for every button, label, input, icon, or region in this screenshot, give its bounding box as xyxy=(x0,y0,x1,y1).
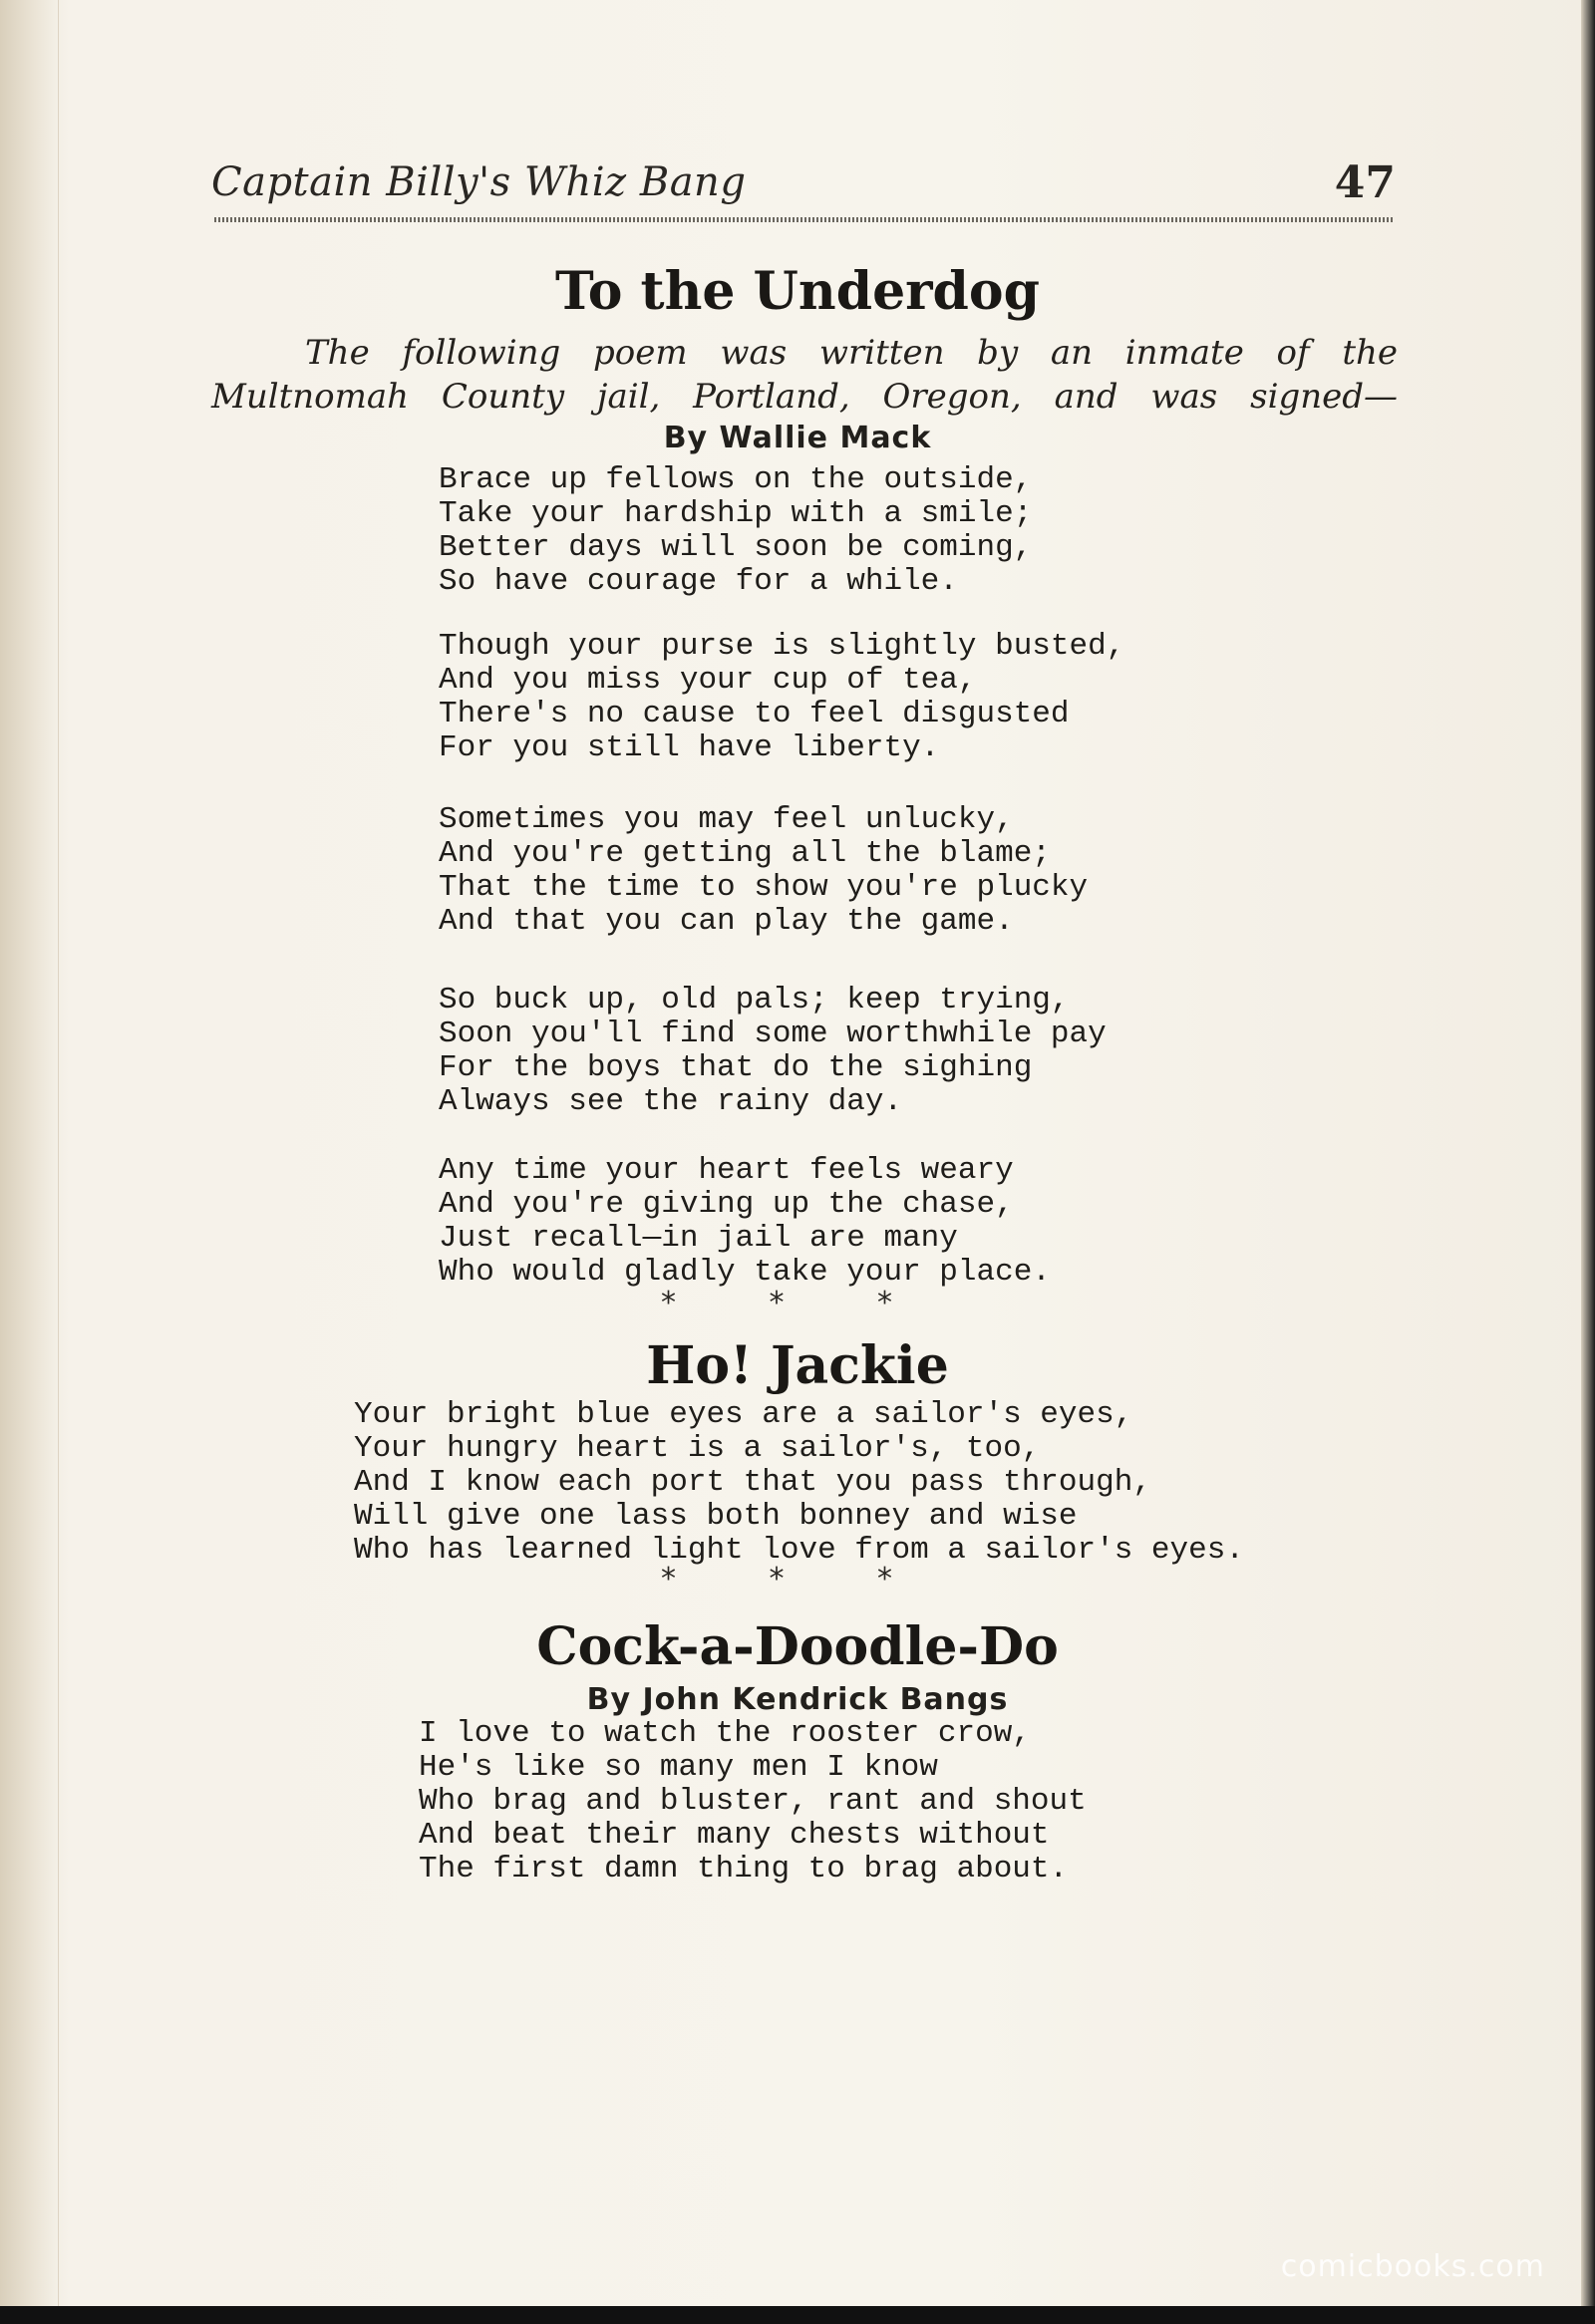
stanza-3 xyxy=(439,803,1088,939)
poem-line: I love to watch the rooster crow, xyxy=(419,1716,1031,1751)
poem-title-cock-a-doodle-do: Cock-a-Doodle-Do xyxy=(536,1616,1059,1677)
stanza-line: Better days will soon be coming, xyxy=(439,530,1033,565)
stanza-2 xyxy=(439,630,1124,765)
poem-line: He's like so many men I know xyxy=(419,1750,938,1785)
poem-title-underdog: To the Underdog xyxy=(555,261,1040,322)
poem-line: Your bright blue eyes are a sailor's eyes, xyxy=(354,1397,1133,1432)
stanza-line: And that you can play the game. xyxy=(439,904,1014,939)
stanza-line: Soon you'll find some worthwhile pay xyxy=(439,1017,1107,1051)
intro-line-2: Multnomah County jail, Portland, Oregon, and was signed— xyxy=(211,377,1398,417)
poem-line: And I know each port that you pass through, xyxy=(354,1465,1151,1500)
page-bottom-edge xyxy=(0,2306,1595,2324)
page-number: 47 xyxy=(1334,157,1396,208)
poem-line: Who has learned light love from a sailor's eyes. xyxy=(354,1533,1244,1568)
poem-byline-wallie-mack: By Wallie Mack xyxy=(663,421,932,455)
intro-line-1: The following poem was written by an inmate of the xyxy=(305,333,1398,373)
stanza-line: For you still have liberty. xyxy=(439,730,940,765)
stanza-line: There's no cause to feel disgusted xyxy=(439,697,1070,731)
stanza-1 xyxy=(439,463,1032,599)
page-right-edge xyxy=(1581,0,1595,2324)
stanza-4 xyxy=(439,984,1107,1119)
stanza-line: Brace up fellows on the outside, xyxy=(439,462,1033,497)
poem-line: Will give one lass both bonney and wise xyxy=(354,1499,1078,1534)
poem-ho-jackie-body xyxy=(354,1398,1244,1568)
stanza-line: Sometimes you may feel unlucky, xyxy=(439,802,1014,837)
stanza-line: For the boys that do the sighing xyxy=(439,1050,1033,1085)
poem-byline-john-kendrick-bangs: By John Kendrick Bangs xyxy=(586,1682,1009,1717)
stanza-5 xyxy=(439,1154,1051,1290)
page-spine-shadow xyxy=(0,0,59,2324)
site-watermark: comicbooks.com xyxy=(1280,2249,1545,2284)
stanza-line: And you're giving up the chase, xyxy=(439,1187,1014,1222)
stanza-line: Who would gladly take your place. xyxy=(439,1255,1051,1290)
page-header xyxy=(211,159,1396,215)
stanza-line: That the time to show you're plucky xyxy=(439,870,1089,905)
stanza-line: So buck up, old pals; keep trying, xyxy=(439,983,1070,1017)
poem-line: Who brag and bluster, rant and shout xyxy=(419,1784,1087,1819)
section-separator-1: * * * xyxy=(660,1286,935,1320)
header-rule xyxy=(214,217,1393,222)
poem-line: The first damn thing to brag about. xyxy=(419,1852,1069,1887)
poem-line: Your hungry heart is a sailor's, too, xyxy=(354,1431,1041,1466)
poem-line: And beat their many chests without xyxy=(419,1818,1050,1853)
stanza-line: Any time your heart feels weary xyxy=(439,1153,1014,1188)
stanza-line: Though your purse is slightly busted, xyxy=(439,629,1125,664)
section-separator-2: * * * xyxy=(660,1562,935,1597)
stanza-line: Just recall—in jail are many xyxy=(439,1221,958,1256)
stanza-line: Always see the rainy day. xyxy=(439,1084,903,1119)
running-title: Captain Billy's Whiz Bang xyxy=(211,159,747,205)
stanza-line: Take your hardship with a smile; xyxy=(439,496,1033,531)
stanza-line: And you miss your cup of tea, xyxy=(439,663,977,698)
stanza-line: So have courage for a while. xyxy=(439,564,958,599)
poem-intro xyxy=(211,331,1398,419)
stanza-line: And you're getting all the blame; xyxy=(439,836,1051,871)
poem-title-ho-jackie: Ho! Jackie xyxy=(646,1335,949,1396)
poem-cock-a-doodle-do-body xyxy=(419,1717,1087,1887)
